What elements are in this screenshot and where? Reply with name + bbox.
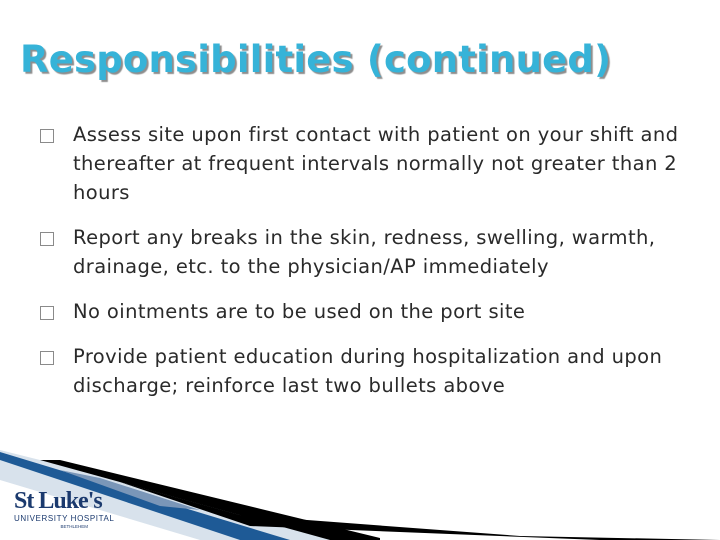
bullet-item — [40, 342, 720, 400]
bullet-item — [40, 223, 720, 281]
bullet-box-icon — [40, 129, 54, 143]
bullet-text: Provide patient education during hospitalization and upon discharge; reinforce last two bullets above — [73, 345, 663, 397]
logo-subtitle: UNIVERSITY HOSPITAL — [14, 514, 115, 523]
logo-name: St Luke's — [14, 488, 102, 514]
bullet-list — [40, 120, 720, 400]
bullet-item — [40, 297, 720, 326]
bullet-item — [40, 120, 720, 207]
bullet-text: Report any breaks in the skin, redness, swelling, warmth, drainage, etc. to the physician/AP immediately — [73, 226, 656, 278]
bullet-box-icon — [40, 351, 54, 365]
st-lukes-logo — [14, 488, 124, 530]
bullet-text: Assess site upon first contact with patient on your shift and thereafter at frequent intervals normally not greater than 2 hours — [73, 123, 679, 204]
logo-location: BETHLEHEM — [60, 524, 88, 529]
bullet-box-icon — [40, 306, 54, 320]
bullet-box-icon — [40, 232, 54, 246]
bullet-text: No ointments are to be used on the port site — [73, 300, 526, 323]
slide-title: Responsibilities (continued) — [20, 38, 612, 81]
